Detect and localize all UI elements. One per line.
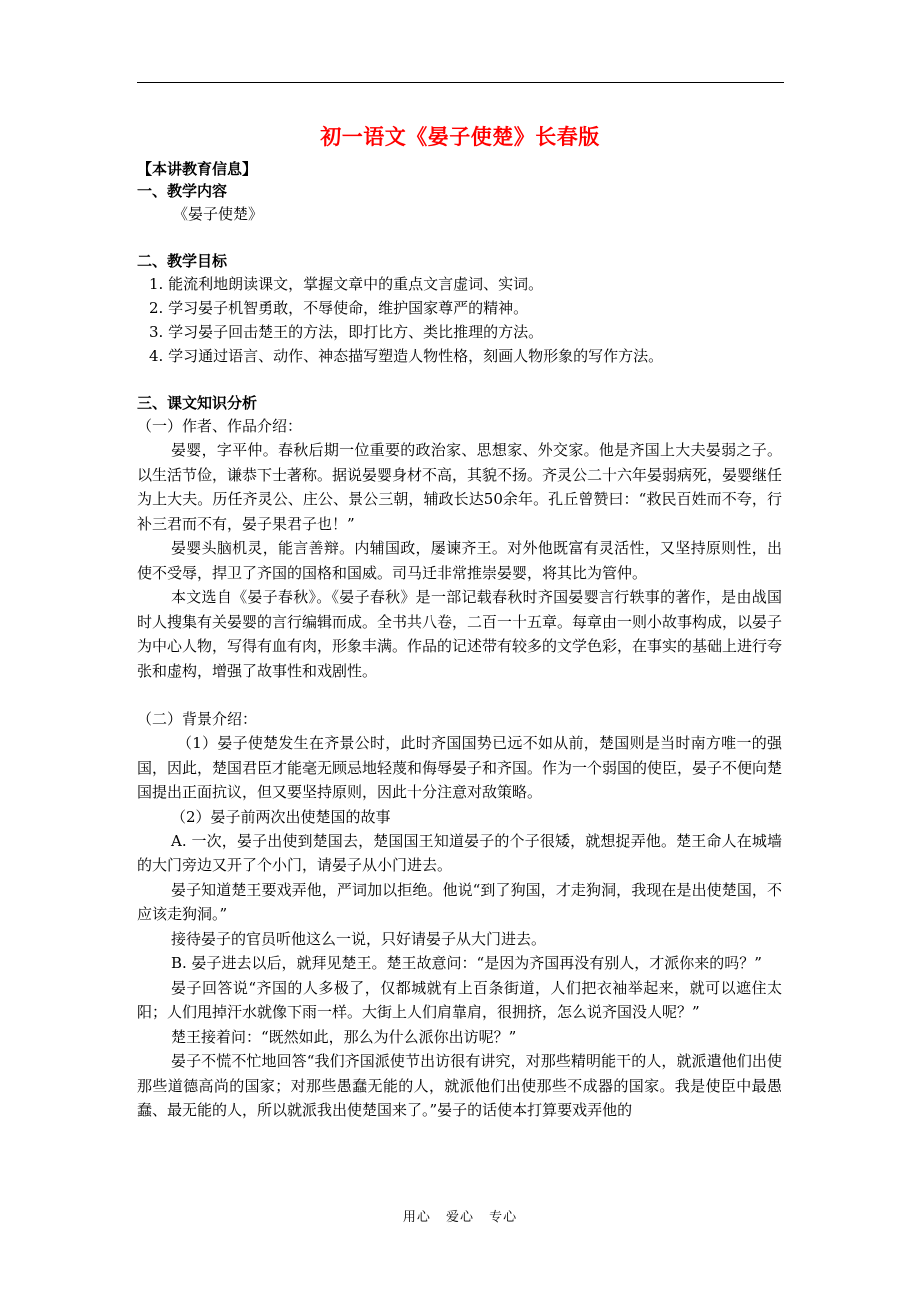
goal-item: 1. 能流利地朗读课文，掌握文章中的重点文言虚词、实词。 (149, 275, 544, 293)
story-paragraph: A. 一次，晏子出使到楚国去，楚国国王知道晏子的个子很矮，就想捉弄他。楚王命人在城墙的大门旁边又开了个小门，请晏子从小门进去。 (137, 831, 782, 874)
header-rule (137, 82, 784, 83)
story-paragraph: 接待晏子的官员听他这么一说，只好请晏子从大门进去。 (171, 929, 547, 948)
document-title: 初一语文《晏子使楚》长春版 (320, 124, 600, 149)
goal-item: 4. 学习通过语言、动作、神态描写塑造人物性格，刻画人物形象的写作方法。 (149, 347, 664, 365)
document-body (137, 158, 782, 1123)
author-paragraph: 晏婴，字平仲。春秋后期一位重要的政治家、思想家、外交家。他是齐国上大夫晏弱之子。以生活节俭，谦恭下士著称。据说晏婴身材不高，其貌不扬。齐灵公二十六年晏弱病死，晏婴继任为上大夫。历任齐灵公、庄公、景公三朝，辅政长达50余年。孔丘曾赞曰：“救民百姓而不夸，行补三君而不有，晏子果君子也！” (137, 441, 783, 533)
story-paragraph: B. 晏子进去以后，就拜见楚王。楚王故意问：“是因为齐国再没有别人，才派你来的吗？” (171, 954, 762, 972)
section-teaching-goals-heading: 二、教学目标 (137, 252, 228, 270)
author-paragraph: 本文选自《晏子春秋》。《晏子春秋》是一部记载春秋时齐国晏婴言行轶事的著作，是由战国时人搜集有关晏婴的言行编辑而成。全书共八卷，二百一十五章。每章由一则小故事构成，以晏子为中心人物，写得有血有肉，形象丰满。作品的记述带有较多的文学色彩，在事实的基础上进行夸张和虚构，增强了故事性和戏剧性。 (137, 588, 783, 680)
goal-item: 2. 学习晏子机智勇敢，不辱使命，维护国家尊严的精神。 (149, 299, 529, 317)
info-header: 【本讲教育信息】 (137, 160, 258, 178)
page-footer: 用心 爱心 专心 (402, 1210, 518, 1225)
author-paragraph: 晏婴头脑机灵，能言善辩。内辅国政，屡谏齐王。对外他既富有灵活性，又坚持原则性，出使不受辱，捍卫了齐国的国格和国威。司马迁非常推崇晏婴，将其比为管仲。 (137, 539, 782, 582)
background-paragraph: （1）晏子使楚发生在齐景公时，此时齐国国势已远不如从前，楚国则是当时南方唯一的强国，因此，楚国君臣才能毫无顾忌地轻蔑和侮辱晏子和齐国。作为一个弱国的使臣，晏子不便向楚国提出正面抗议，但又要坚持原则，因此十分注意对敌策略。 (137, 734, 783, 801)
background-label: （二）背景介绍： (137, 710, 258, 728)
goal-item: 3. 学习晏子回击楚王的方法，即打比方、类比推理的方法。 (149, 323, 544, 341)
background-subheading: （2）晏子前两次出使楚国的故事 (171, 807, 391, 826)
story-paragraph: 晏子知道楚王要戏弄他，严词加以拒绝。他说“到了狗国，才走狗洞，我现在是出使楚国，不应该走狗洞。” (137, 880, 782, 923)
teaching-content-text: 《晏子使楚》 (173, 205, 264, 223)
story-paragraph: 晏子不慌不忙地回答“我们齐国派使节出访很有讲究，对那些精明能干的人，就派遣他们出使那些道德高尚的国家；对那些愚蠢无能的人，就派他们出使那些不成器的国家。我是使臣中最愚蠢、最无能的人，所以就派我出使楚国来了。”晏子的话使本打算要戏弄他的 (137, 1052, 782, 1119)
section-teaching-content-heading: 一、教学内容 (137, 182, 228, 200)
story-paragraph: 晏子回答说“齐国的人多极了，仅都城就有上百条街道，人们把衣袖举起来，就可以遮住太阳；人们甩掉汗水就像下雨一样。大街上人们肩靠肩，很拥挤，怎么说齐国没人呢？” (137, 978, 782, 1021)
section-analysis-heading: 三、课文知识分析 (137, 394, 258, 412)
author-intro-label: （一）作者、作品介绍： (137, 417, 303, 435)
story-paragraph: 楚王接着问：“既然如此，那么为什么派你出访呢？” (171, 1027, 517, 1046)
